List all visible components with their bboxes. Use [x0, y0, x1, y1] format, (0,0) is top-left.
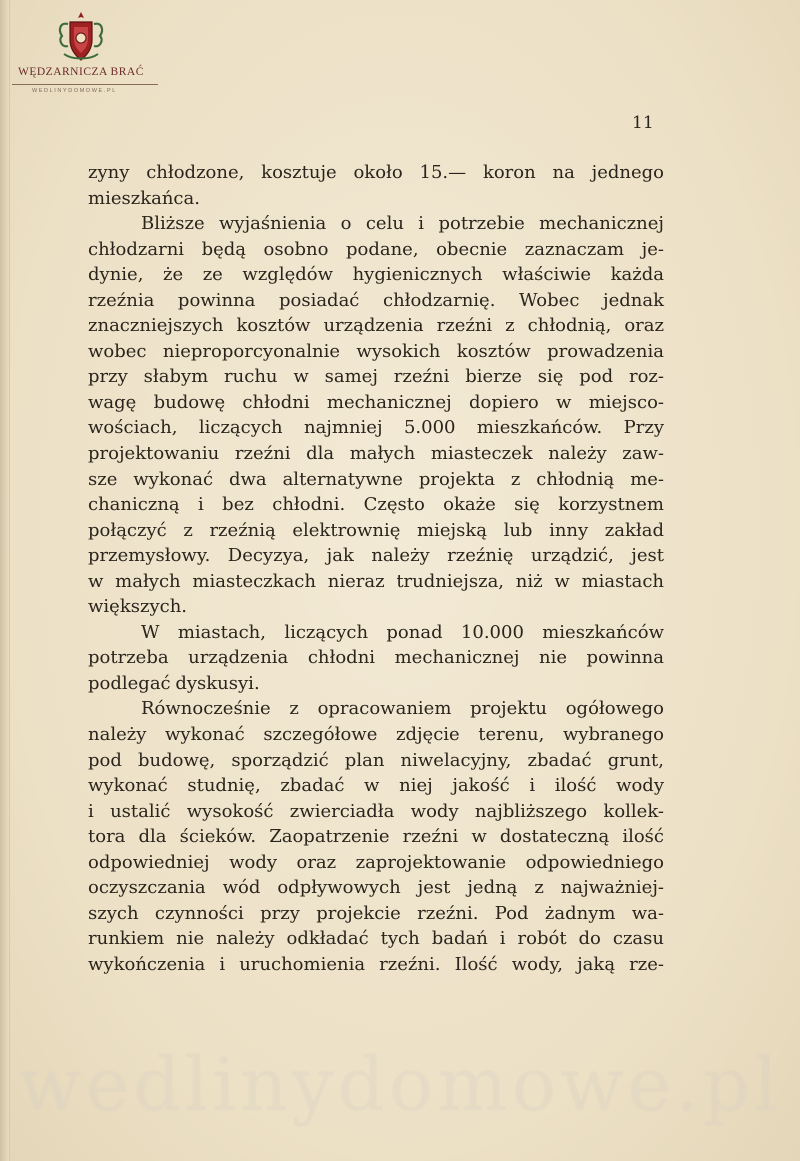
page-number: 11	[632, 113, 654, 133]
text-line: należy wykonać szczegółowe zdjęcie terenu, wybranego	[88, 724, 664, 746]
text-line: projektowaniu rzeźni dla małych miasteczek należy zaw-	[88, 443, 664, 465]
text-line: przy słabym ruchu w samej rzeźni bierze się pod roz-	[88, 366, 664, 388]
text-line: znaczniejszych kosztów urządzenia rzeźni z chłodnią, oraz	[88, 315, 664, 337]
text-line: mieszkańca.	[88, 187, 200, 209]
page-binding-edge	[0, 0, 10, 1161]
text-line: potrzeba urządzenia chłodni mechanicznej nie powinna	[88, 647, 664, 669]
logo-name: WĘDZARNICZA BRAĆ	[18, 66, 144, 78]
text-line: rzeźnia powinna posiadać chłodzarnię. Wobec jednak	[88, 289, 664, 311]
text-line: pod budowę, sporządzić plan niwelacyjny, zbadać grunt,	[88, 749, 664, 771]
text-line: wościach, liczących najmniej 5.000 mieszkańców. Przy	[88, 417, 664, 439]
text-line: chaniczną i bez chłodni. Często okaże się korzystnem	[88, 494, 664, 516]
crest-icon	[54, 10, 108, 66]
logo-url: WEDLINYDOMOWE.PL	[32, 88, 117, 94]
text-line: Równocześnie z opracowaniem projektu ogółowego	[141, 698, 664, 720]
text-line: połączyć z rzeźnią elektrownię miejską lub inny zakład	[88, 519, 664, 541]
text-line: W miastach, liczących ponad 10.000 mieszkańców	[141, 621, 664, 643]
body-text	[88, 160, 664, 978]
text-line: przemysłowy. Decyzya, jak należy rzeźnię urządzić, jest	[88, 545, 664, 567]
text-line: większych.	[88, 596, 188, 618]
logo-divider	[12, 84, 158, 85]
text-line: dynie, że ze względów hygienicznych właściwie każda	[88, 264, 664, 286]
text-line: Bliższe wyjaśnienia o celu i potrzebie mechanicznej	[141, 213, 664, 235]
text-line: wagę budowę chłodni mechanicznej dopiero w miejsco-	[88, 391, 664, 413]
text-line: odpowiedniej wody oraz zaprojektowanie odpowiedniego	[88, 851, 664, 873]
text-line: wobec nieproporcyonalnie wysokich kosztów prowadzenia	[88, 340, 664, 362]
text-line: zyny chłodzone, kosztuje około 15.— koron na jednego	[88, 162, 664, 183]
text-line: tora dla ścieków. Zaopatrzenie rzeźni w dostateczną ilość	[88, 826, 664, 848]
text-line: podlegać dyskusyi.	[88, 672, 260, 694]
text-line: oczyszczania wód odpływowych jest jedną z najważniej-	[88, 877, 664, 899]
text-line: szych czynności przy projekcie rzeźni. Pod żadnym wa-	[88, 902, 664, 924]
text-line: chłodzarni będą osobno podane, obecnie zaznaczam je-	[88, 238, 664, 260]
text-line: i ustalić wysokość zwierciadła wody najbliższego kollek-	[88, 800, 664, 822]
watermark: wedlinydomowe.pl	[18, 1042, 782, 1128]
site-logo	[8, 6, 158, 96]
text-line: wykonać studnię, zbadać w niej jakość i ilość wody	[88, 775, 664, 797]
text-line: runkiem nie należy odkładać tych badań i robót do czasu	[88, 928, 664, 950]
text-line: w małych miasteczkach nieraz trudniejsza, niż w miastach	[88, 570, 664, 592]
text-line: sze wykonać dwa alternatywne projekta z chłodnią me-	[88, 468, 664, 490]
text-line: wykończenia i uruchomienia rzeźni. Ilość wody, jaką rze-	[88, 953, 664, 975]
